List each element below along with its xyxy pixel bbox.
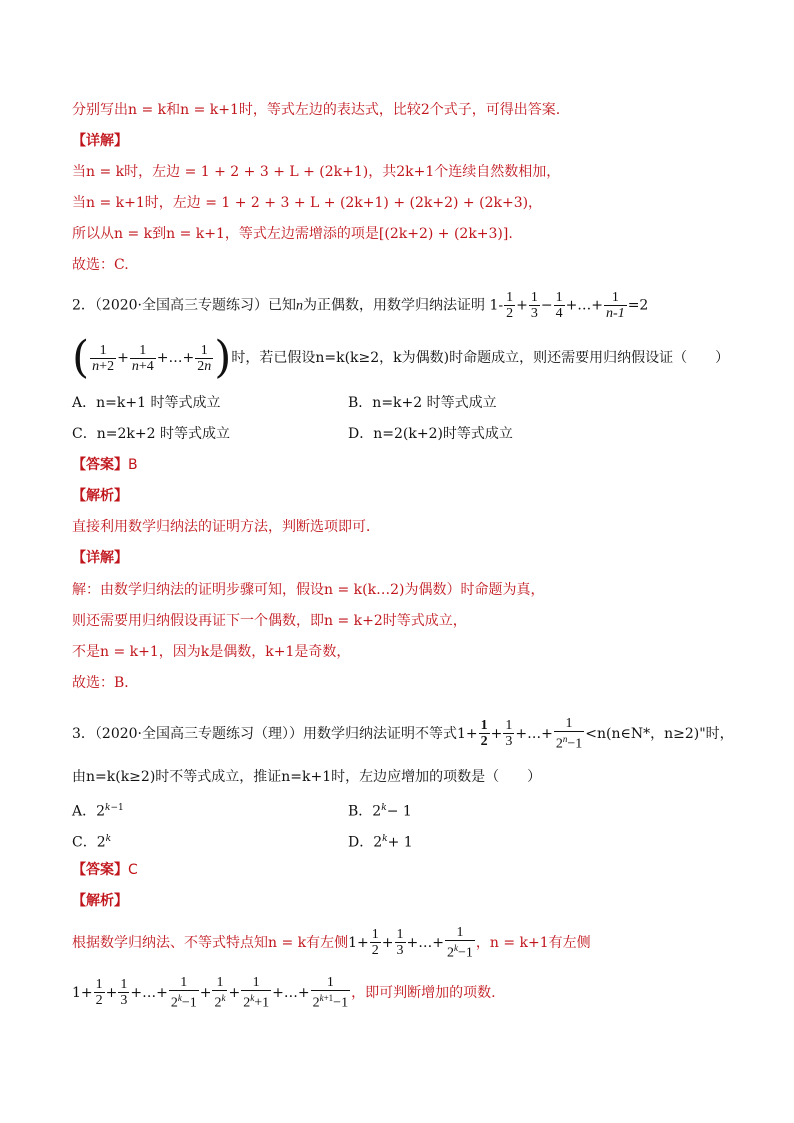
q2-prefix: 2．（2020·全国高三专题练习）已知 — [72, 297, 296, 314]
right-paren-glyph: ) — [214, 332, 232, 383]
q2-option-d: D．n=2(k+2)时等式成立 — [348, 426, 513, 442]
sol1-choice: 故选：C. — [72, 257, 129, 273]
q2-frac-1-n-1: $\frac{1}{n-1}$ — [606, 290, 625, 321]
q3-stem-line1: 3．（2020·全国高三专题练习（理））用数学归纳法证明不等式1+ $\frac{1}{2}$ + $\frac{1}{3}$ +…+ $\frac{1}{2^n-1}$ <n(n∈N*，n≥2)"时， — [72, 716, 734, 752]
q2-frac-1-2n: $\frac{1}{2n}$ — [197, 342, 212, 374]
q2-frac-1-n2: $\frac{1}{n+2}$ — [92, 342, 115, 374]
q2-stem-cont: 时，若已假设n=k(k≥2，k为偶数)时命题成立，则还需要用归纳假设证（ ） — [231, 350, 730, 366]
q3-answer: 【答案】C — [72, 862, 138, 878]
q2-detail-1: 解：由数学归纳法的证明步骤可知，假设n = k(k…2)为偶数）时命题为真， — [72, 582, 545, 598]
q3-analysis-2: 1+ $\frac{1}{2}$ + $\frac{1}{3}$ +…+ $\frac{1}{2^k-1}$ + $\frac{1}{2^k}$ + $\frac{1}{2^k+1}$ +…+ $\frac{1}{2^{k+1}-1}$ ，即可判断增加的项数. — [72, 975, 496, 1011]
q3-a1-mid: ，n = k+1有左侧 — [475, 934, 591, 951]
q2-stem-line1: 2．（2020·全国高三专题练习）已知n为正偶数，用数学归纳法证明 1- $\frac{1}{2}$ + $\frac{1}{3}$ − $\frac{1}{4}$ +…+ $\frac{1}{n-1}$ =2 — [72, 290, 649, 321]
q2-choice: 故选：B． — [72, 675, 139, 691]
q2-frac-1-n4: $\frac{1}{n+4}$ — [131, 342, 154, 374]
left-paren-glyph: ( — [72, 332, 90, 383]
q2-analysis-text: 直接利用数学归纳法的证明方法，判断选项即可． — [72, 519, 380, 535]
q2-n-var: n — [296, 298, 303, 314]
q2-answer: 【答案】B — [72, 457, 138, 473]
sol1-line2: 当n = k+1时，左边 = 1 + 2 + 3 + L + (2k+1) + (2k+2) + (2k+3)， — [72, 195, 543, 211]
q3-stem-line2: 由n=k(k≥2)时不等式成立，推证n=k+1时，左边应增加的项数是（ ） — [72, 769, 542, 785]
q2-mid: 为正偶数，用数学归纳法证明 1- — [303, 297, 504, 314]
q2-option-c: C．n=2k+2 时等式成立 — [72, 426, 230, 442]
sol1-line1: 当n = k时，左边 = 1 + 2 + 3 + L + (2k+1)，共2k+1个连续自然数相加， — [72, 164, 561, 180]
q3-analysis-1: 根据数学归纳法、不等式特点知n = k有左侧1+ $\frac{1}{2}$ + $\frac{1}{3}$ +…+ $\frac{1}{2^k-1}$ ，n = k+1有左侧 — [72, 925, 591, 961]
q3-prefix: 3．（2020·全国高三专题练习（理））用数学归纳法证明不等式 — [72, 725, 457, 742]
q3-option-d: D．$2^k+ 1$ — [348, 834, 413, 851]
q3-option-c: C．2$^k$ — [72, 834, 112, 851]
q2-option-a: A．n=k+1 时等式成立 — [72, 395, 221, 411]
q3-option-b: B．$2^k- 1$ — [348, 803, 412, 820]
sol1-detail-tag: 【详解】 — [72, 133, 128, 149]
q2-detail-2: 则还需要用归纳假设再证下一个偶数，即n = k+2时等式成立， — [72, 613, 467, 629]
q3-frac-1-2: $\frac{1}{2}$ — [480, 718, 488, 750]
q3-tail: <n(n∈N*，n≥2)"时， — [585, 725, 734, 742]
q2-frac-1-4: $\frac{1}{4}$ — [555, 290, 563, 321]
q2-option-b: B．n=k+2 时等式成立 — [348, 395, 497, 411]
q2-detail-tag: 【详解】 — [72, 550, 128, 566]
sol1-line3: 所以从n = k到n = k+1，等式左边需增添的项是[(2k+2) + (2k+3)]. — [72, 226, 513, 242]
q2-analysis-tag: 【解析】 — [72, 488, 128, 504]
q3-frac-1-2k-1: $\frac{1}{2^n-1}$ — [555, 716, 583, 752]
q2-detail-3: 不是n = k+1，因为k是偶数，k+1是奇数， — [72, 644, 351, 660]
q3-option-a: A．$2^{k-1}$ — [72, 803, 124, 820]
q2-eq-tail: =2 — [627, 297, 649, 314]
q3-frac-1-3: $\frac{1}{3}$ — [505, 718, 513, 750]
q3-analysis-tag: 【解析】 — [72, 893, 128, 909]
q3-a1-prefix: 根据数学归纳法、不等式特点知n = k有左侧 — [72, 934, 349, 951]
q2-frac-1-2: $\frac{1}{2}$ — [506, 290, 514, 321]
q2-frac-1-3: $\frac{1}{3}$ — [530, 290, 538, 321]
sol1-analysis-text: 分别写出n = k和n = k+1时，等式左边的表达式，比较2个式子，可得出答案. — [72, 102, 561, 118]
q2-stem-line2: ( $\frac{1}{n+2}$ + $\frac{1}{n+4}$ +…+ $\frac{1}{2n}$ )时，若已假设n=k(k≥2，k为偶数)时命题成立，则还需要用归纳假设证（ ） — [72, 332, 730, 383]
q3-a2-tail: ，即可判断增加的项数. — [351, 984, 496, 1001]
